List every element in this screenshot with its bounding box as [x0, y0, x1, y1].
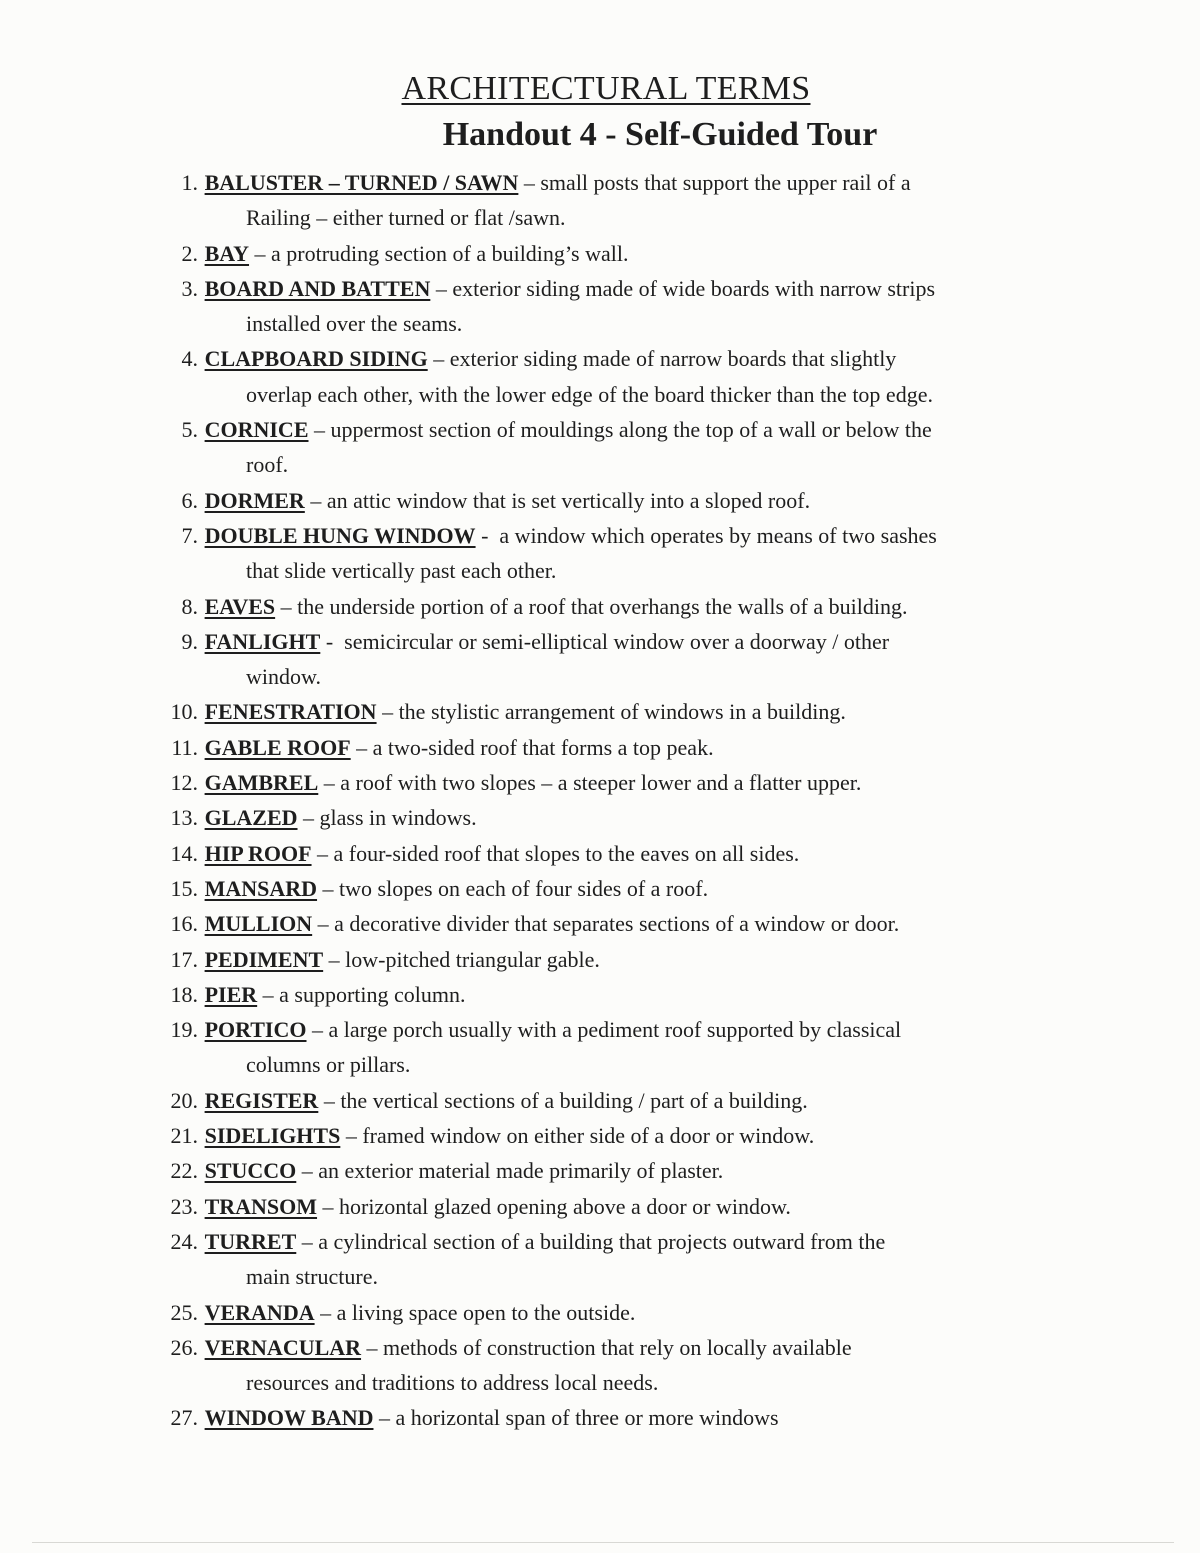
term-separator: –: [430, 275, 453, 301]
term-content: [198, 341, 1090, 412]
term-definition: a two-sided roof that forms a top peak.: [372, 734, 714, 760]
term-definition: framed window on either side of a door or window.: [362, 1123, 815, 1149]
term-number: 3.: [181, 275, 198, 301]
term-number: 6.: [181, 487, 198, 513]
term-content: [198, 800, 1090, 835]
term-definition: the underside portion of a roof that overhangs the walls of a building.: [297, 593, 908, 619]
term-definition: two slopes on each of four sides of a roof.: [339, 875, 709, 901]
term-content: [198, 165, 1090, 236]
term-separator: –: [361, 1334, 384, 1360]
term-content: [198, 694, 1090, 729]
term-definition: horizontal glazed opening above a door or window.: [339, 1193, 791, 1219]
term-definition: small posts that support the upper rail of a: [540, 170, 911, 195]
term-definition: a four-sided roof that slopes to the eaves on all sides.: [333, 840, 800, 866]
term-name: BOARD AND BATTEN: [204, 275, 431, 301]
term-content: [198, 518, 1090, 589]
term-content: [198, 1189, 1090, 1224]
term-list-item: [150, 694, 1090, 729]
term-list-item: [150, 1400, 1090, 1435]
term-content: [198, 412, 1090, 483]
terms-list: [150, 165, 1090, 1436]
term-name: STUCCO: [204, 1158, 297, 1184]
term-definition-continued: main structure.: [246, 1264, 378, 1290]
term-name: PORTICO: [204, 1017, 307, 1043]
term-list-item: [150, 412, 1090, 483]
term-definition: methods of construction that rely on locally available: [383, 1334, 852, 1360]
term-number: 7.: [181, 522, 198, 548]
term-name: DORMER: [204, 487, 305, 513]
term-name: GLAZED: [204, 805, 298, 831]
term-separator: –: [518, 170, 541, 195]
term-number: 25.: [170, 1299, 198, 1325]
term-number: 22.: [170, 1158, 198, 1184]
term-separator: –: [257, 981, 280, 1007]
term-name: VERANDA: [204, 1299, 315, 1325]
term-separator: –: [249, 240, 272, 266]
term-separator: –: [297, 805, 320, 831]
term-content: [198, 1295, 1090, 1330]
term-name: FENESTRATION: [204, 699, 377, 725]
term-content: [198, 977, 1090, 1012]
term-content: [198, 1153, 1090, 1188]
term-definition: semicircular or semi-elliptical window over a doorway / other: [344, 628, 890, 654]
term-separator: –: [376, 699, 399, 725]
term-separator: –: [318, 770, 341, 796]
term-number: 5.: [181, 417, 198, 443]
term-list-item: [150, 483, 1090, 518]
term-content: [198, 271, 1090, 342]
term-number: 27.: [170, 1405, 198, 1431]
term-number: 8.: [181, 593, 198, 619]
term-name: PIER: [204, 981, 258, 1007]
term-content: [198, 836, 1090, 871]
term-list-item: [150, 836, 1090, 871]
term-separator: –: [373, 1405, 396, 1431]
term-separator: –: [304, 487, 327, 513]
term-name: BAY: [204, 240, 250, 266]
document-subtitle: Handout 4 - Self-Guided Tour: [442, 116, 878, 153]
term-content: [198, 1118, 1090, 1153]
term-number: 9.: [181, 628, 198, 654]
term-content: [198, 730, 1090, 765]
term-list-item: [150, 165, 1090, 236]
term-list-item: [150, 1189, 1090, 1224]
term-definition: a large porch usually with a pediment roof supported by classical: [328, 1017, 902, 1043]
term-separator: –: [275, 593, 298, 619]
term-content: [198, 236, 1090, 271]
term-separator: –: [323, 946, 346, 972]
term-list-item: [150, 977, 1090, 1012]
term-definition: a roof with two slopes – a steeper lower and a flatter upper.: [340, 770, 862, 796]
term-content: [198, 765, 1090, 800]
term-name: CORNICE: [204, 417, 309, 443]
term-list-item: [150, 1153, 1090, 1188]
term-separator: –: [306, 1017, 329, 1043]
term-content: [198, 1224, 1090, 1295]
term-number: 24.: [170, 1228, 198, 1254]
term-separator: –: [340, 1123, 363, 1149]
page-edge-divider: [32, 1542, 1174, 1543]
term-definition-continued: resources and traditions to address local needs.: [246, 1370, 659, 1396]
term-number: 2.: [181, 240, 198, 266]
term-number: 23.: [170, 1193, 198, 1219]
term-content: [198, 1012, 1090, 1083]
term-number: 19.: [170, 1017, 198, 1043]
term-number: 14.: [170, 840, 198, 866]
term-number: 26.: [170, 1334, 198, 1360]
term-separator: –: [314, 1299, 337, 1325]
term-content: [198, 871, 1090, 906]
term-name: VERNACULAR: [204, 1334, 362, 1360]
term-number: 12.: [170, 770, 198, 796]
term-definition: the stylistic arrangement of windows in a building.: [398, 699, 846, 725]
term-content: [198, 906, 1090, 941]
term-name: SIDELIGHTS: [204, 1123, 341, 1149]
term-list-item: [150, 341, 1090, 412]
term-number: 13.: [170, 805, 198, 831]
term-name: BALUSTER – TURNED / SAWN: [204, 170, 519, 195]
term-list-item: [150, 906, 1090, 941]
term-name: GABLE ROOF: [204, 734, 351, 760]
term-number: 21.: [170, 1123, 198, 1149]
term-definition: exterior siding made of wide boards with narrow strips: [452, 275, 936, 301]
term-name: TRANSOM: [204, 1193, 318, 1219]
term-content: [198, 589, 1090, 624]
term-list-item: [150, 765, 1090, 800]
term-content: [198, 483, 1090, 518]
term-definition-continued: overlap each other, with the lower edge of the board thicker than the top edge.: [246, 381, 933, 407]
term-separator: –: [318, 1087, 341, 1113]
term-list-item: [150, 871, 1090, 906]
term-name: TURRET: [204, 1228, 297, 1254]
term-definition: an attic window that is set vertically into a sloped roof.: [326, 487, 811, 513]
term-definition-continued: that slide vertically past each other.: [246, 558, 557, 584]
term-definition: uppermost section of mouldings along the top of a wall or below the: [330, 417, 932, 443]
term-definition: low-pitched triangular gable.: [345, 946, 600, 972]
term-separator: –: [427, 346, 450, 372]
term-list-item: [150, 1224, 1090, 1295]
term-number: 11.: [171, 734, 198, 760]
term-content: [198, 1083, 1090, 1118]
term-list-item: [150, 730, 1090, 765]
term-definition-continued: window.: [246, 664, 321, 690]
term-definition-continued: installed over the seams.: [246, 311, 463, 337]
term-separator: –: [308, 417, 331, 443]
term-list-item: [150, 1083, 1090, 1118]
term-definition: an exterior material made primarily of plaster.: [318, 1158, 724, 1184]
term-content: [198, 624, 1090, 695]
term-separator: -: [475, 522, 500, 548]
term-separator: –: [312, 911, 335, 937]
term-content: [198, 1330, 1090, 1401]
term-number: 1.: [181, 170, 198, 195]
term-definition-continued: roof.: [246, 452, 289, 478]
term-separator: –: [317, 1193, 340, 1219]
term-separator: –: [311, 840, 334, 866]
term-name: EAVES: [204, 593, 276, 619]
term-definition-continued: Railing – either turned or flat /sawn.: [246, 205, 566, 231]
term-name: MANSARD: [204, 875, 318, 901]
term-definition: a horizontal span of three or more windows: [395, 1405, 779, 1431]
document-title: ARCHITECTURAL TERMS: [401, 70, 811, 107]
term-content: [198, 1400, 1090, 1435]
term-name: PEDIMENT: [204, 946, 324, 972]
term-list-item: [150, 1295, 1090, 1330]
term-separator: -: [320, 628, 345, 654]
term-definition: a protruding section of a building’s wall.: [271, 240, 629, 266]
term-content: [198, 942, 1090, 977]
term-separator: –: [350, 734, 373, 760]
term-list-item: [150, 236, 1090, 271]
term-list-item: [150, 1118, 1090, 1153]
term-definition: a cylindrical section of a building that projects outward from the: [318, 1228, 886, 1254]
term-separator: –: [296, 1158, 319, 1184]
term-number: 16.: [170, 911, 198, 937]
term-list-item: [150, 942, 1090, 977]
term-number: 15.: [170, 875, 198, 901]
term-name: MULLION: [204, 911, 313, 937]
term-list-item: [150, 518, 1090, 589]
term-separator: –: [317, 875, 340, 901]
term-number: 17.: [170, 946, 198, 972]
term-name: REGISTER: [204, 1087, 319, 1113]
term-name: WINDOW BAND: [204, 1405, 374, 1431]
term-list-item: [150, 271, 1090, 342]
term-list-item: [150, 624, 1090, 695]
term-definition: glass in windows.: [319, 805, 477, 831]
term-name: HIP ROOF: [204, 840, 312, 866]
term-list-item: [150, 1330, 1090, 1401]
term-name: GAMBREL: [204, 770, 319, 796]
term-list-item: [150, 800, 1090, 835]
term-number: 18.: [170, 981, 198, 1007]
term-number: 10.: [170, 699, 198, 725]
term-name: FANLIGHT: [204, 628, 321, 654]
term-separator: –: [296, 1228, 319, 1254]
term-definition: a window which operates by means of two sashes: [499, 522, 937, 548]
term-definition: the vertical sections of a building / part of a building.: [340, 1087, 808, 1113]
term-definition: a living space open to the outside.: [336, 1299, 636, 1325]
term-definition-continued: columns or pillars.: [246, 1052, 411, 1078]
term-list-item: [150, 589, 1090, 624]
term-list-item: [150, 1012, 1090, 1083]
term-name: DOUBLE HUNG WINDOW: [204, 522, 476, 548]
term-number: 4.: [181, 346, 198, 372]
term-definition: a decorative divider that separates sections of a window or door.: [334, 911, 900, 937]
term-name: CLAPBOARD SIDING: [204, 346, 428, 372]
term-definition: exterior siding made of narrow boards that slightly: [449, 346, 897, 372]
term-definition: a supporting column.: [279, 981, 466, 1007]
term-number: 20.: [170, 1087, 198, 1113]
